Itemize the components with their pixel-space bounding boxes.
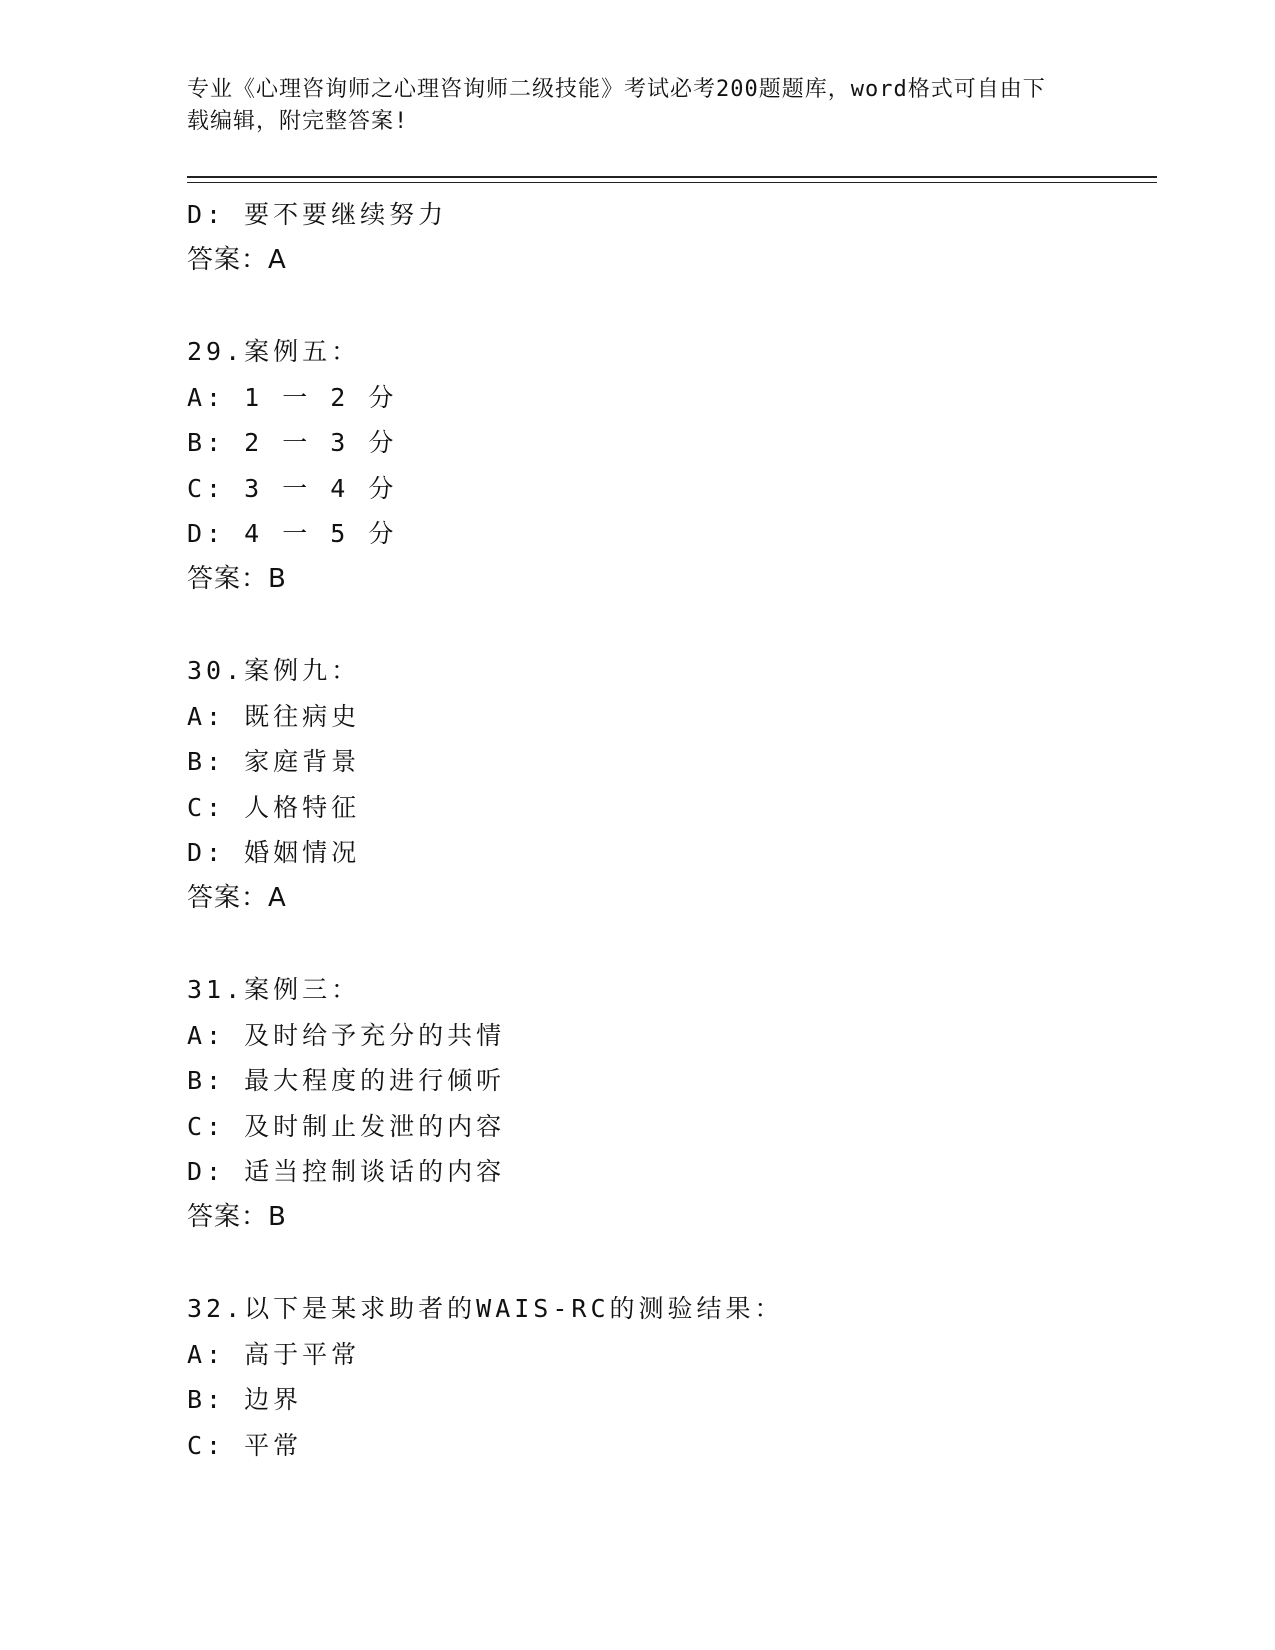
option-a: A: 1 一 2 分: [187, 382, 398, 412]
question-31: [187, 967, 1147, 1240]
question-stem: 31.案例三：: [187, 975, 361, 1004]
question-32: [187, 1286, 1147, 1468]
option-c: C: 及时制止发泄的内容: [187, 1111, 506, 1141]
question-list: [187, 192, 1147, 1468]
header-rule-bottom: [187, 182, 1157, 183]
option-c: C: 人格特征: [187, 792, 361, 822]
option-b: B: 家庭背景: [187, 747, 361, 776]
option-d: D: 要不要继续努力: [187, 200, 448, 229]
option-a: A: 及时给予充分的共情: [187, 1020, 506, 1050]
option-b: B: 边界: [187, 1385, 303, 1414]
document-header: 专业《心理咨询师之心理咨询师二级技能》考试必考200题题库，word格式可自由下载编辑，附完整答案!: [187, 77, 1046, 134]
answer-line: 答案：B: [187, 1201, 287, 1232]
option-b: B: 2 一 3 分: [187, 428, 398, 457]
option-b: B: 最大程度的进行倾听: [187, 1066, 506, 1095]
answer-line: 答案：A: [187, 882, 287, 913]
question-stem: 29.案例五：: [187, 337, 361, 366]
answer-line: 答案：A: [187, 244, 287, 275]
option-a: A: 既往病史: [187, 701, 361, 731]
question-30: [187, 648, 1147, 921]
header-rule-top: [187, 176, 1157, 178]
option-a: A: 高于平常: [187, 1339, 361, 1369]
answer-line: 答案：B: [187, 563, 287, 594]
option-c: C: 平常: [187, 1430, 303, 1460]
question-stem: 30.案例九：: [187, 656, 361, 685]
option-c: C: 3 一 4 分: [187, 473, 398, 503]
option-d: D: 婚姻情况: [187, 838, 361, 867]
option-d: D: 适当控制谈话的内容: [187, 1157, 506, 1186]
question-29: [187, 329, 1147, 602]
option-d: D: 4 一 5 分: [187, 519, 398, 548]
question-stem: 32.以下是某求助者的WAIS-RC的测验结果：: [187, 1294, 784, 1323]
